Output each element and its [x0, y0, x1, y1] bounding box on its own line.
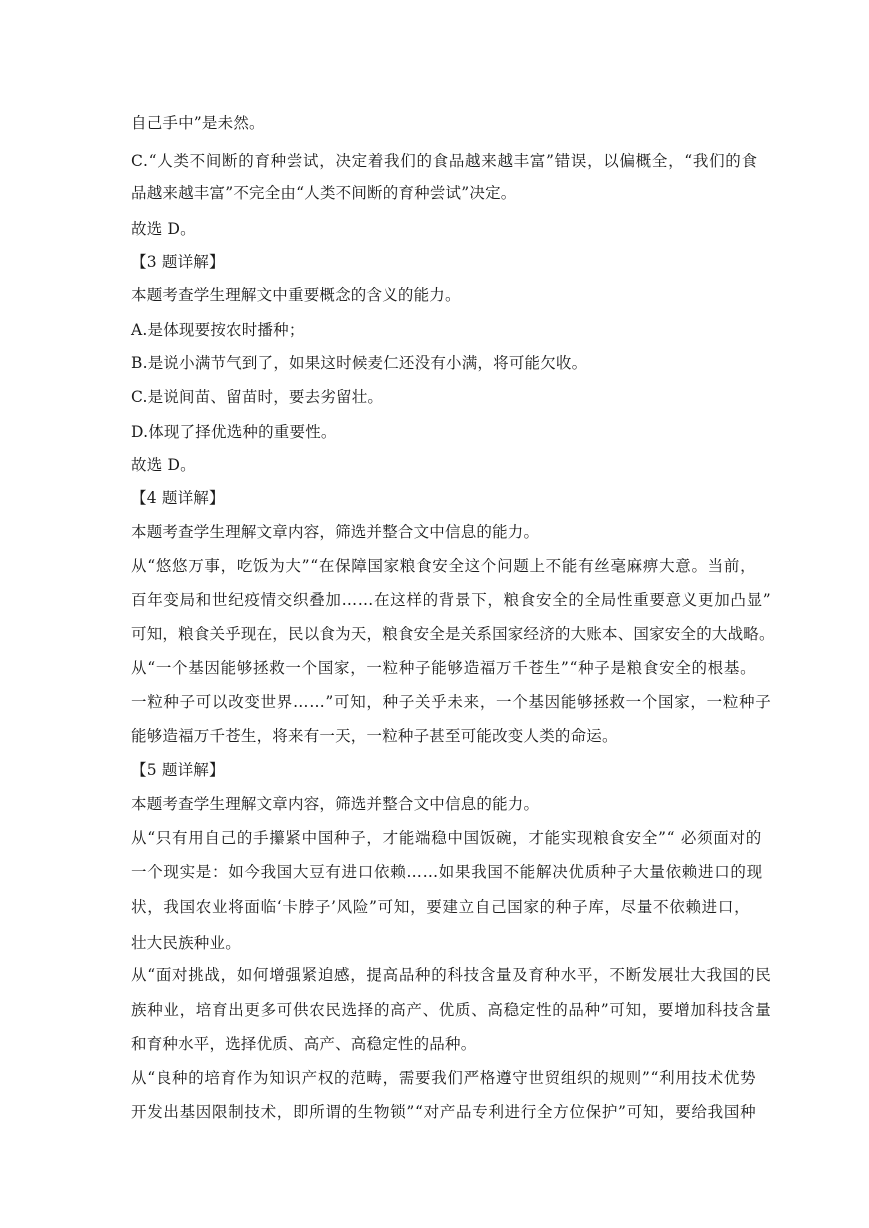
- text-line: 从“良种的培育作为知识产权的范畴，需要我们严格遵守世贸组织的规则”“利用技术优势: [131, 1069, 757, 1087]
- text-line: C.“人类不间断的育种尝试，决定着我们的食品越来越丰富”错误，以偏概全，“我们的食: [131, 152, 758, 170]
- text-line: D.体现了择优选种的重要性。: [131, 423, 337, 441]
- text-line: 故选 D。: [131, 456, 196, 474]
- text-line: 百年变局和世纪疫情交织叠加……在这样的背景下，粮食安全的全局性重要意义更加凸显”: [131, 591, 772, 609]
- text-line: 从“只有用自己的手攥紧中国种子，才能端稳中国饭碗，才能实现粮食安全”“ 必须面对的: [131, 829, 762, 847]
- text-line: 从“面对挑战，如何增强紧迫感，提高品种的科技含量及育种水平，不断发展壮大我国的民: [131, 966, 772, 984]
- text-line: 能够造福万千苍生，将来有一天，一粒种子甚至可能改变人类的命运。: [131, 727, 618, 745]
- text-line: 从“悠悠万事，吃饭为大”“在保障国家粮食安全这个问题上不能有丝毫麻痹大意。当前，: [131, 557, 757, 575]
- text-line: 可知，粮食关乎现在，民以食为天，粮食安全是关系国家经济的大账本、国家安全的大战略。: [131, 625, 775, 643]
- text-line: 本题考查学生理解文章内容，筛选并整合文中信息的能力。: [131, 795, 540, 813]
- text-line: 一个现实是：如今我国大豆有进口依赖……如果我国不能解决优质种子大量依赖进口的现: [131, 863, 763, 881]
- text-line: 壮大民族种业。: [131, 934, 241, 952]
- text-line: A.是体现要按农时播种；: [131, 321, 305, 339]
- text-line: 状，我国农业将面临‘卡脖子’风险”可知，要建立自己国家的种子库，尽量不依赖进口，: [131, 898, 751, 916]
- text-line: 故选 D。: [131, 220, 196, 238]
- section-heading: 【5 题详解】: [131, 761, 225, 779]
- text-line: C.是说间苗、留苗时，要去劣留壮。: [131, 388, 384, 406]
- text-line: B.是说小满节气到了，如果这时候麦仁还没有小满，将可能欠收。: [131, 354, 588, 372]
- text-line: 一粒种子可以改变世界……”可知，种子关乎未来，一个基因能够拯救一个国家，一粒种子: [131, 693, 772, 711]
- text-line: 自己手中”是未然。: [131, 114, 265, 132]
- text-line: 品越来越丰富”不完全由“人类不间断的育种尝试”决定。: [131, 184, 517, 202]
- text-line: 和育种水平，选择优质、高产、高稳定性的品种。: [131, 1035, 477, 1053]
- text-line: 开发出基因限制技术，即所谓的生物锁”“对产品专利进行全方位保护”可知，要给我国种: [131, 1103, 757, 1121]
- text-line: 本题考查学生理解文中重要概念的含义的能力。: [131, 286, 461, 304]
- section-heading: 【4 题详解】: [131, 489, 225, 507]
- text-line: 从“一个基因能够拯救一个国家，一粒种子能够造福万千苍生”“种子是粮食安全的根基。: [131, 659, 757, 677]
- text-line: 族种业，培育出更多可供农民选择的高产、优质、高稳定性的品种”可知，要增加科技含量: [131, 1001, 772, 1019]
- section-heading: 【3 题详解】: [131, 253, 225, 271]
- text-line: 本题考查学生理解文章内容，筛选并整合文中信息的能力。: [131, 523, 540, 541]
